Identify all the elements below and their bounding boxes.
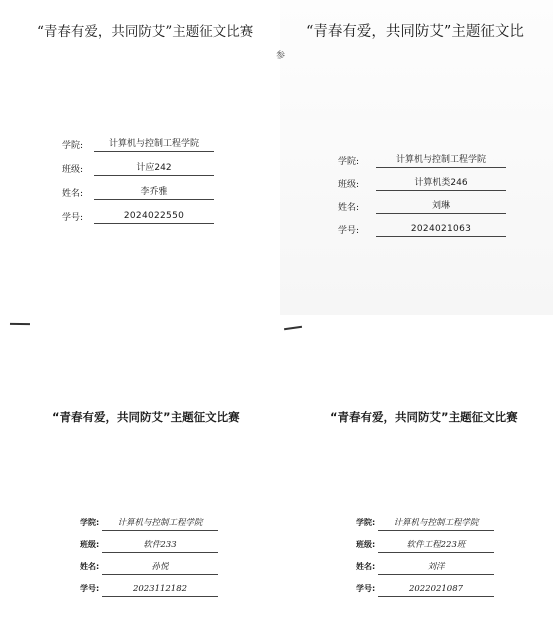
student-id-value: 2024021063 — [376, 223, 506, 237]
student-id-value: 2023112182 — [102, 583, 218, 597]
class-label: 班级: — [356, 540, 376, 549]
form-title: “青春有爱，共同防艾”主题征文比赛 — [330, 410, 518, 424]
college-label: 学院: — [80, 518, 100, 527]
college-value: 计算机与控制工程学院 — [94, 138, 214, 152]
name-value: 李乔雅 — [94, 186, 214, 200]
college-label: 学院: — [356, 518, 376, 527]
student-id-value: 2024022550 — [94, 210, 214, 224]
entry-form-1 — [0, 0, 280, 315]
name-label: 姓名: — [356, 562, 376, 571]
name-value: 刘琳 — [376, 200, 506, 214]
form-title: “青春有爱，共同防艾”主题征文比赛 — [37, 24, 254, 40]
class-value: 计应242 — [94, 162, 214, 176]
class-value: 计算机类246 — [376, 177, 506, 191]
class-label: 班级: — [62, 165, 84, 175]
class-label: 班级: — [80, 540, 100, 549]
student-id-value: 2022021087 — [378, 583, 494, 597]
entry-form-4 — [280, 315, 553, 624]
stray-mark: 参 — [276, 51, 286, 61]
name-label: 姓名: — [338, 203, 360, 213]
name-label: 姓名: — [62, 189, 84, 199]
college-value: 计算机与控制工程学院 — [376, 154, 506, 168]
student-id-label: 学号: — [80, 584, 100, 593]
entry-form-3 — [0, 315, 280, 624]
class-value: 软件233 — [102, 539, 218, 553]
student-id-label: 学号: — [338, 226, 360, 236]
college-label: 学院: — [338, 157, 360, 167]
class-value: 软件工程223班 — [378, 539, 494, 553]
name-value: 孙悦 — [102, 561, 218, 575]
pen-stroke-mark — [10, 323, 30, 325]
form-title: “青春有爱，共同防艾”主题征文比 — [306, 24, 524, 40]
college-value: 计算机与控制工程学院 — [102, 517, 218, 531]
student-id-label: 学号: — [62, 213, 84, 223]
entry-form-2 — [280, 0, 553, 315]
student-id-label: 学号: — [356, 584, 376, 593]
class-label: 班级: — [338, 180, 360, 190]
college-label: 学院: — [62, 141, 84, 151]
name-value: 刘洋 — [378, 561, 494, 575]
form-title: “青春有爱，共同防艾”主题征文比赛 — [52, 410, 240, 424]
name-label: 姓名: — [80, 562, 100, 571]
college-value: 计算机与控制工程学院 — [378, 517, 494, 531]
